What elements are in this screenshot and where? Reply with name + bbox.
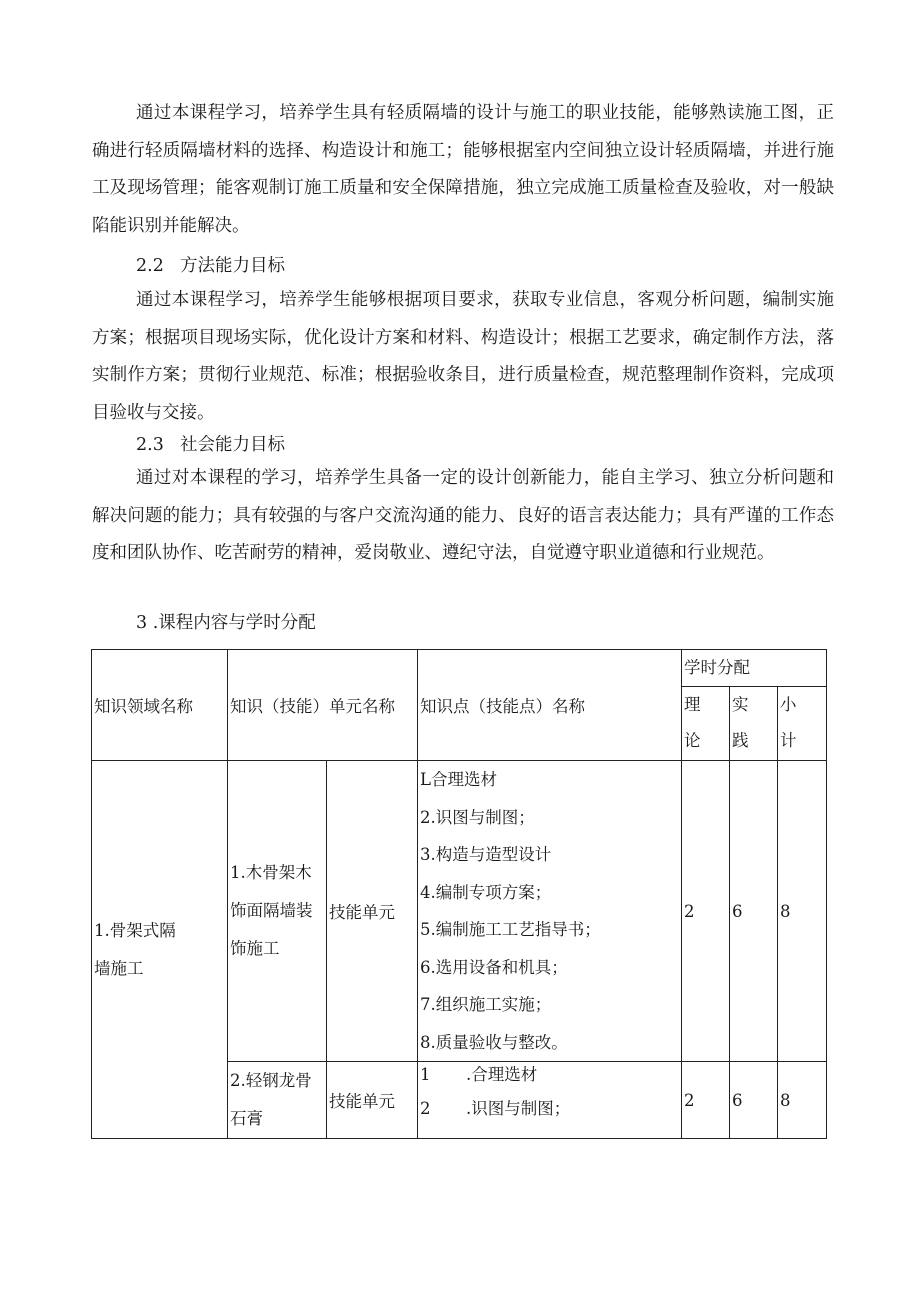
point-item	[420, 1096, 681, 1122]
point-number: 1	[420, 1065, 431, 1084]
header-subtotal	[778, 687, 827, 761]
theory-hours: 2	[682, 761, 730, 1062]
course-content-table	[91, 649, 827, 1139]
subtotal-hours: 8	[778, 1062, 827, 1139]
point-number: 2	[420, 1099, 431, 1118]
subtotal-hours: 8	[778, 761, 827, 1062]
heading-text: 方法能力目标	[180, 256, 285, 276]
point-item: 2.识图与制图；	[420, 807, 535, 827]
objective-paragraph-2: 通过本课程学习，培养学生能够根据项目要求，获取专业信息，客观分析问题，编制实施方案；根据项目现场实际，优化设计方案和材料、构造设计；根据工艺要求，确定制作方法，落实制作方案；贯彻行业规范、标准；根据验收条目，进行质量检查，规范整理制作资料，完成项目验收与交接。	[92, 290, 834, 423]
heading-number: 2.2	[136, 256, 164, 276]
point-item: 7.组织施工实施；	[420, 995, 552, 1014]
objective-paragraph-1: 通过本课程学习，培养学生具有轻质隔墙的设计与施工的职业技能，能够熟读施工图，正确进行轻质隔墙材料的选择、构造设计和施工；能够根据室内空间独立设计轻质隔墙，并进行施工及现场管理；能客观制订施工质量和安全保障措施，独立完成施工质量检查及验收，对一般缺陷能识别并能解决。	[92, 103, 834, 236]
header-points: 知识点（技能点）名称	[418, 650, 682, 761]
unit-line: 饰施工	[230, 939, 280, 958]
table-row	[92, 761, 827, 1062]
unit-line: 1.木骨架木	[230, 863, 312, 882]
domain-line: 1.骨架式隔	[94, 920, 176, 940]
header-practice-line2: 践	[732, 731, 749, 750]
header-theory-line2: 论	[684, 731, 701, 750]
header-subtotal-line1: 小	[780, 695, 797, 714]
point-item	[420, 1062, 681, 1088]
header-subtotal-line2: 计	[780, 731, 797, 750]
header-theory-line1: 理	[684, 695, 701, 714]
section-heading-2-3	[136, 433, 285, 457]
unit-name-cell	[228, 761, 327, 1062]
header-practice-line1: 实	[732, 695, 749, 714]
points-cell	[418, 1062, 682, 1139]
practice-hours: 6	[730, 761, 778, 1062]
header-domain: 知识领域名称	[92, 650, 228, 761]
point-item: 3.构造与造型设计	[420, 845, 552, 864]
point-text: .识图与制图；	[466, 1099, 571, 1118]
heading-text: 社会能力目标	[180, 435, 285, 455]
section-heading-3: 3 .课程内容与学时分配	[136, 613, 316, 633]
points-cell	[418, 761, 682, 1062]
unit-line: 饰面隔墙装	[230, 901, 313, 920]
domain-cell	[92, 761, 228, 1139]
header-theory	[682, 687, 730, 761]
header-hours-label: 学时分配	[684, 658, 750, 677]
theory-hours: 2	[682, 1062, 730, 1139]
section-heading-2-2	[136, 254, 285, 278]
point-item: 6.选用设备和机具；	[420, 957, 568, 977]
unit-line: 2.轻钢龙骨	[230, 1071, 312, 1090]
heading-number: 2.3	[136, 435, 164, 455]
point-item: L合理选材	[420, 770, 497, 789]
point-item: 5.编制施工工艺指导书；	[420, 920, 601, 939]
unit-line: 石膏	[230, 1109, 263, 1128]
header-practice	[730, 687, 778, 761]
header-unit: 知识（技能）单元名称	[228, 650, 418, 761]
unit-type-cell: 技能单元	[327, 1062, 418, 1139]
unit-type-cell: 技能单元	[327, 761, 418, 1062]
domain-line: 墙施工	[94, 958, 144, 978]
practice-hours: 6	[730, 1062, 778, 1139]
header-hours	[682, 650, 827, 687]
unit-name-cell	[228, 1062, 327, 1139]
objective-paragraph-3: 通过对本课程的学习，培养学生具备一定的设计创新能力，能自主学习、独立分析问题和解决问题的能力；具有较强的与客户交流沟通的能力、良好的语言表达能力；具有严谨的工作态度和团队协作、吃苦耐劳的精神，爱岗敬业、遵纪守法，自觉遵守职业道德和行业规范。	[92, 468, 834, 563]
point-item: 8.质量验收与整改。	[420, 1032, 568, 1052]
point-text: .合理选材	[466, 1065, 538, 1084]
table-header-row	[92, 650, 827, 687]
point-item: 4.编制专项方案；	[420, 882, 552, 902]
